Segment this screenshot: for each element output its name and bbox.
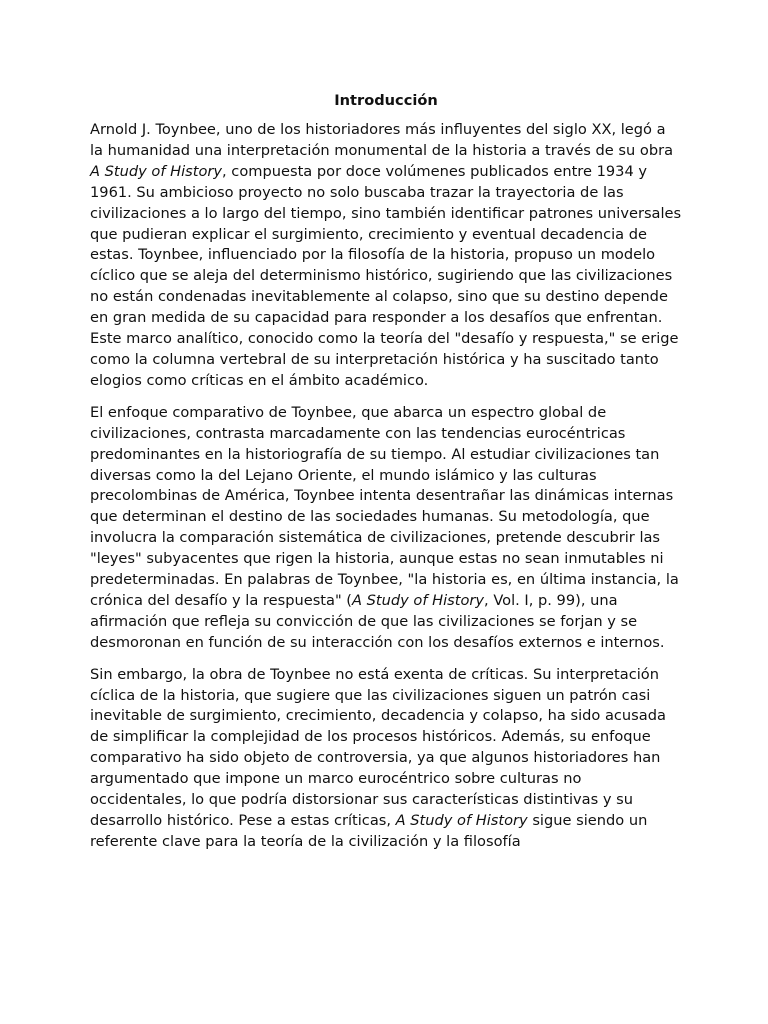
text-segment: Arnold J. Toynbee, uno de los historiadores más influyentes del siglo XX, legó a la humanidad una interpretación monumental de la historia a través de su obra [90,121,674,159]
text-segment: Sin embargo, la obra de Toynbee no está exenta de críticas. Su interpretación cíclica de la historia, que sugiere que las civilizaciones siguen un patrón casi inevitable de surgimiento, crecimiento, decadencia y colapso, ha sido acusada de simplificar la complejidad de los procesos históricos. Además, su enfoque comparativo ha sido objeto de controversia, ya que algunos historiadores han argumentado que impone un marco eurocéntrico sobre culturas no occidentales, lo que podría distorsionar sus características distintivas y su desarrollo histórico. Pese a estas críticas, [90,665,666,829]
text-segment: , compuesta por doce volúmenes publicados entre 1934 y 1961. Su ambicioso proyecto no solo buscaba trazar la trayectoria de las civilizaciones a lo largo del tiempo, sino también identificar patrones universales que pudieran explicar el surgimiento, crecimiento y eventual decadencia de estas. Toynbee, influenciado por la filosofía de la historia, propuso un modelo cíclico que se aleja del determinismo histórico, sugiriendo que las civilizaciones no están condenadas inevitablemente al colapso, sino que su destino depende en gran medida de su capacidad para responder a los desafíos que enfrentan. Este marco analítico, conocido como la teoría del "desafío y respuesta," se erige como la columna vertebral de su interpretación histórica y ha suscitado tanto elogios como críticas en el ámbito académico. [90,162,682,389]
book-title-italic: A Study of History [395,812,528,829]
text-segment: El enfoque comparativo de Toynbee, que abarca un espectro global de civilizaciones, contrasta marcadamente con las tendencias eurocéntricas predominantes en la historiografía de su tiempo. Al estudiar civilizaciones tan diversas como la del Lejano Oriente, el mundo islámico y las culturas precolombinas de América, Toynbee intenta desentrañar las dinámicas internas que determinan el destino de las sociedades humanas. Su metodología, que involucra la comparación sistemática de civilizaciones, pretende descubrir las "leyes" subyacentes que rigen la historia, aunque estas no sean inmutables ni predeterminadas. En palabras de Toynbee, "la historia es, en última instancia, la crónica del desafío y la respuesta" ( [90,403,679,609]
book-title-italic: A Study of History [90,162,223,180]
document-page [90,90,682,864]
text-segment: sigue siendo un referente clave para la teoría de la civilización y la filosofía [90,812,648,850]
book-title-italic: A Study of History [352,591,485,609]
text-segment: , Vol. I, p. 99), una afirmación que refleja su convicción de que las civilizaciones se forjan y se desmoronan en función de su interacción con los desafíos externos e internos. [90,591,665,651]
paragraph-2 [90,403,682,654]
paragraph-1 [90,120,682,392]
document-title: Introducción [334,92,438,109]
paragraph-3 [90,665,682,853]
